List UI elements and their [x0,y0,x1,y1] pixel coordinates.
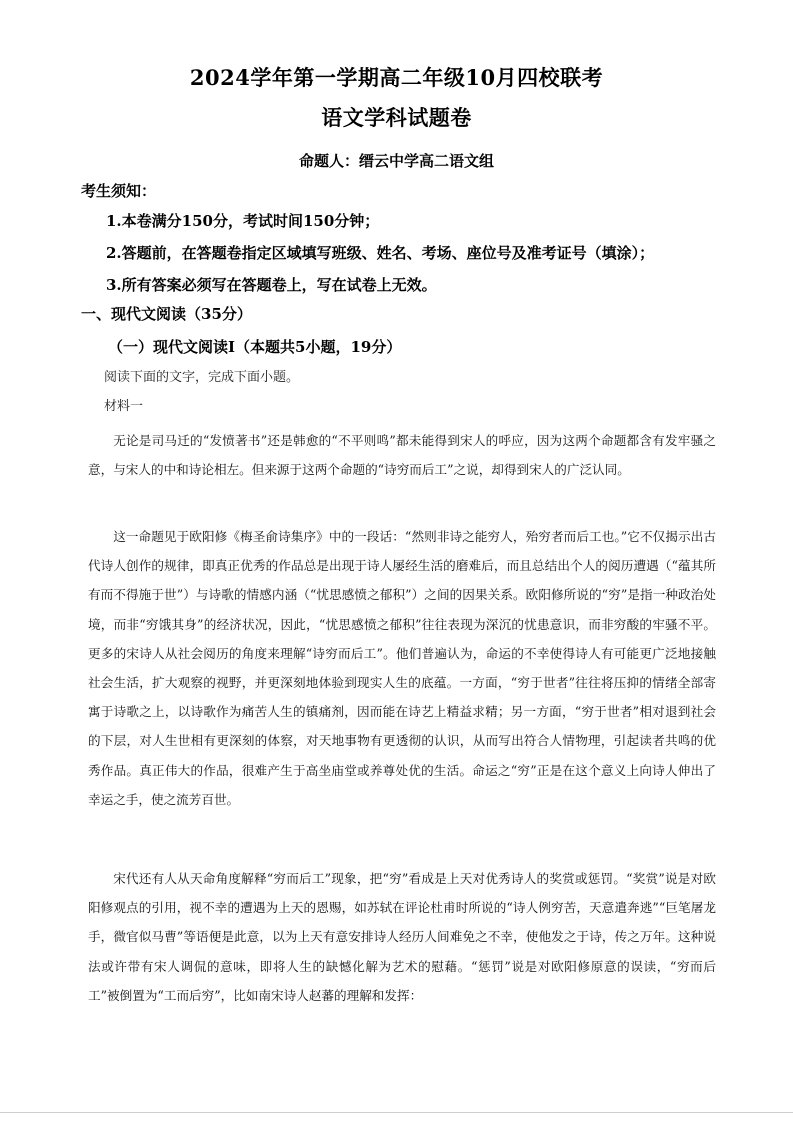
reading-instruction: 阅读下面的文字，完成下面小题。 [104,370,300,385]
notice-item: 3.所有答案必须写在答题卷上，写在试卷上无效。 [106,276,437,294]
passage-paragraph: 这一命题见于欧阳修《梅圣俞诗集序》中的一段话：“然则非诗之能穷人，殆穷者而后工也。”它不仅揭示出古代诗人创作的规律，即真正优秀的作品总是出现于诗人屡经生活的磨难后，而且总结出个人的阅历遭遇（“蕴其所有而不得施于世”）与诗歌的情感内涵（“忧思感愤之郁积”）之间的因果关系。欧阳修所说的“穷”是指一种政治处境，而非“穷饿其身”的经济状况，因此，“忧思感愤之郁积”往往表现为深沉的忧患意识，而非穷酸的牢骚不平。更多的宋诗人从社会阅历的角度来理解“诗穷而后工”。他们普遍认为，命运的不幸使得诗人有可能更广泛地接触社会生活，扩大观察的视野，并更深刻地体验到现实人生的底蕴。一方面，“穷于世者”往往将压抑的情绪全部寄寓于诗歌之上，以诗歌作为痛苦人生的镇痛剂，因而能在诗艺上精益求精；另一方面，“穷于世者”相对退到社会的下层，对人生世相有更深刻的体察，对天地事物有更透彻的认识，从而写出符合人情物理，引起读者共鸣的优秀作品。真正伟大的作品，很难产生于高坐庙堂或养尊处优的生活。命运之“穷”正是在这个意义上向诗人伸出了幸运之手，使之流芳百世。 [88,529,716,807]
exam-author: 命题人：缙云中学高二语文组 [298,152,494,170]
notice-item: 1.本卷满分150分，考试时间150分钟； [106,212,380,230]
notice-heading: 考生须知： [81,182,157,200]
exam-title: 2024学年第一学期高二年级10月四校联考 [189,65,604,90]
page-bottom-rule [0,1112,793,1113]
subsection-heading: （一）现代文阅读Ⅰ（本题共5小题，19分） [108,338,402,356]
passage-paragraph: 宋代还有人从天命角度解释“穷而后工”现象，把“穷”看成是上天对优秀诗人的奖赏或惩罚。“奖赏”说是对欧阳修观点的引用，视不幸的遭遇为上天的恩赐，如苏轼在评论杜甫时所说的“诗人例穷苦，天意遣奔逃”“巨笔屠龙手，微官似马曹”等语便是此意，以为上天有意安排诗人经历人间难免之不幸，使他发之于诗，传之万年。这种说法或许带有宋人调侃的意味，即将人生的缺憾化解为艺术的慰藉。“惩罚”说是对欧阳修原意的误读，“穷而后工”被倒置为“工而后穷”，比如南宋诗人赵蕃的理解和发挥： [88,871,716,1003]
material-label: 材料一 [104,399,144,414]
passage-paragraph: 无论是司马迁的“发愤著书”还是韩愈的“不平则鸣”都未能得到宋人的呼应，因为这两个命题都含有发牢骚之意，与宋人的中和诗论相左。但来源于这两个命题的“诗穷而后工”之说，却得到宋人的广泛认同。 [88,433,716,477]
exam-subtitle: 语文学科试题卷 [321,105,472,130]
notice-item: 2.答题前，在答题卷指定区域填写班级、姓名、考场、座位号及准考证号（填涂）； [106,244,655,262]
section-heading: 一、现代文阅读（35分） [81,305,252,323]
